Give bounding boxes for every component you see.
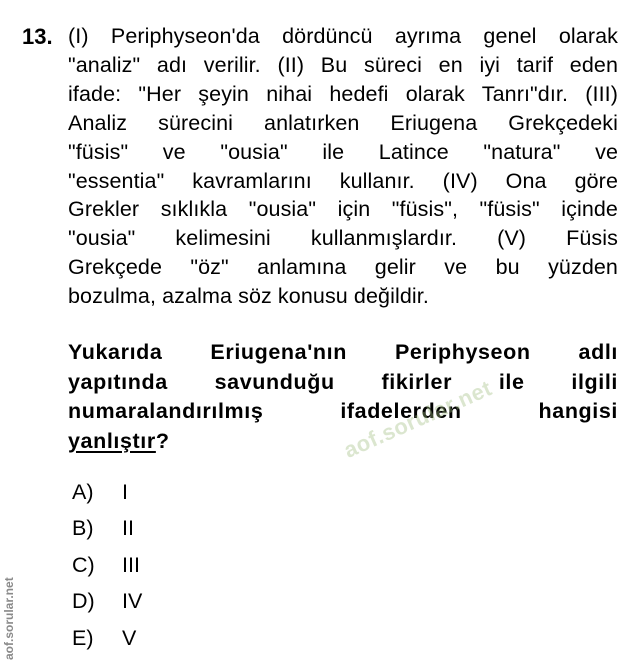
- stem-line: bozulma, azalma söz konusu değildir.: [68, 284, 429, 309]
- option-letter: D): [72, 589, 95, 614]
- option-text: IV: [122, 589, 143, 614]
- stem-line: "analiz" adı verilir. (II) Bu süreci en iyi tarif eden: [68, 52, 618, 77]
- option-c[interactable]: [72, 547, 142, 583]
- option-a[interactable]: [72, 474, 142, 510]
- stem-line: Grekçede "öz" anlamına gelir ve bu yüzden: [68, 255, 618, 280]
- stem-line: "ousia" kelimesini kullanmışlardır. (V) Füsis: [68, 226, 618, 251]
- option-text: III: [122, 552, 140, 577]
- negative-keyword: yanlıştır: [68, 428, 156, 453]
- watermark-side: aof.sorular.net: [2, 577, 16, 660]
- option-d[interactable]: [72, 583, 142, 619]
- question-number: 13.: [22, 24, 53, 49]
- question-mark: ?: [155, 428, 170, 453]
- option-e[interactable]: [72, 620, 142, 656]
- stem-line: (I) Periphyseon'da dördüncü ayrıma genel olarak: [68, 24, 618, 48]
- answer-options: [72, 474, 142, 656]
- option-text: V: [122, 625, 137, 650]
- stem-line: Analiz sürecini anlatırken Eriugena Grekçedeki: [68, 110, 618, 135]
- option-text: I: [122, 480, 128, 504]
- stem-line: "essentia" kavramlarını kullanır. (IV) Ona göre: [68, 168, 618, 193]
- option-letter: B): [72, 516, 94, 541]
- option-b[interactable]: [72, 510, 142, 546]
- prompt-line: Yukarıda Eriugena'nın Periphyseon adlı: [68, 340, 618, 364]
- option-letter: E): [72, 625, 94, 650]
- stem-line: "füsis" ve "ousia" ile Latince "natura" ve: [68, 139, 618, 164]
- option-text: II: [122, 516, 134, 541]
- option-letter: C): [72, 552, 95, 577]
- watermark-center: aof.sorular.net: [340, 375, 496, 463]
- stem-line: Grekler sıklıkla "ousia" için "füsis", "füsis" içinde: [68, 197, 618, 222]
- prompt-line: yapıtında savunduğu fikirler ile ilgili: [68, 369, 618, 394]
- option-letter: A): [72, 480, 94, 504]
- prompt-line: numaralandırılmış ifadelerden hangisi: [68, 399, 618, 423]
- question-stem: [68, 22, 618, 311]
- stem-line: ifade: "Her şeyin nihai hedefi olarak Tanrı"dır. (III): [68, 81, 618, 106]
